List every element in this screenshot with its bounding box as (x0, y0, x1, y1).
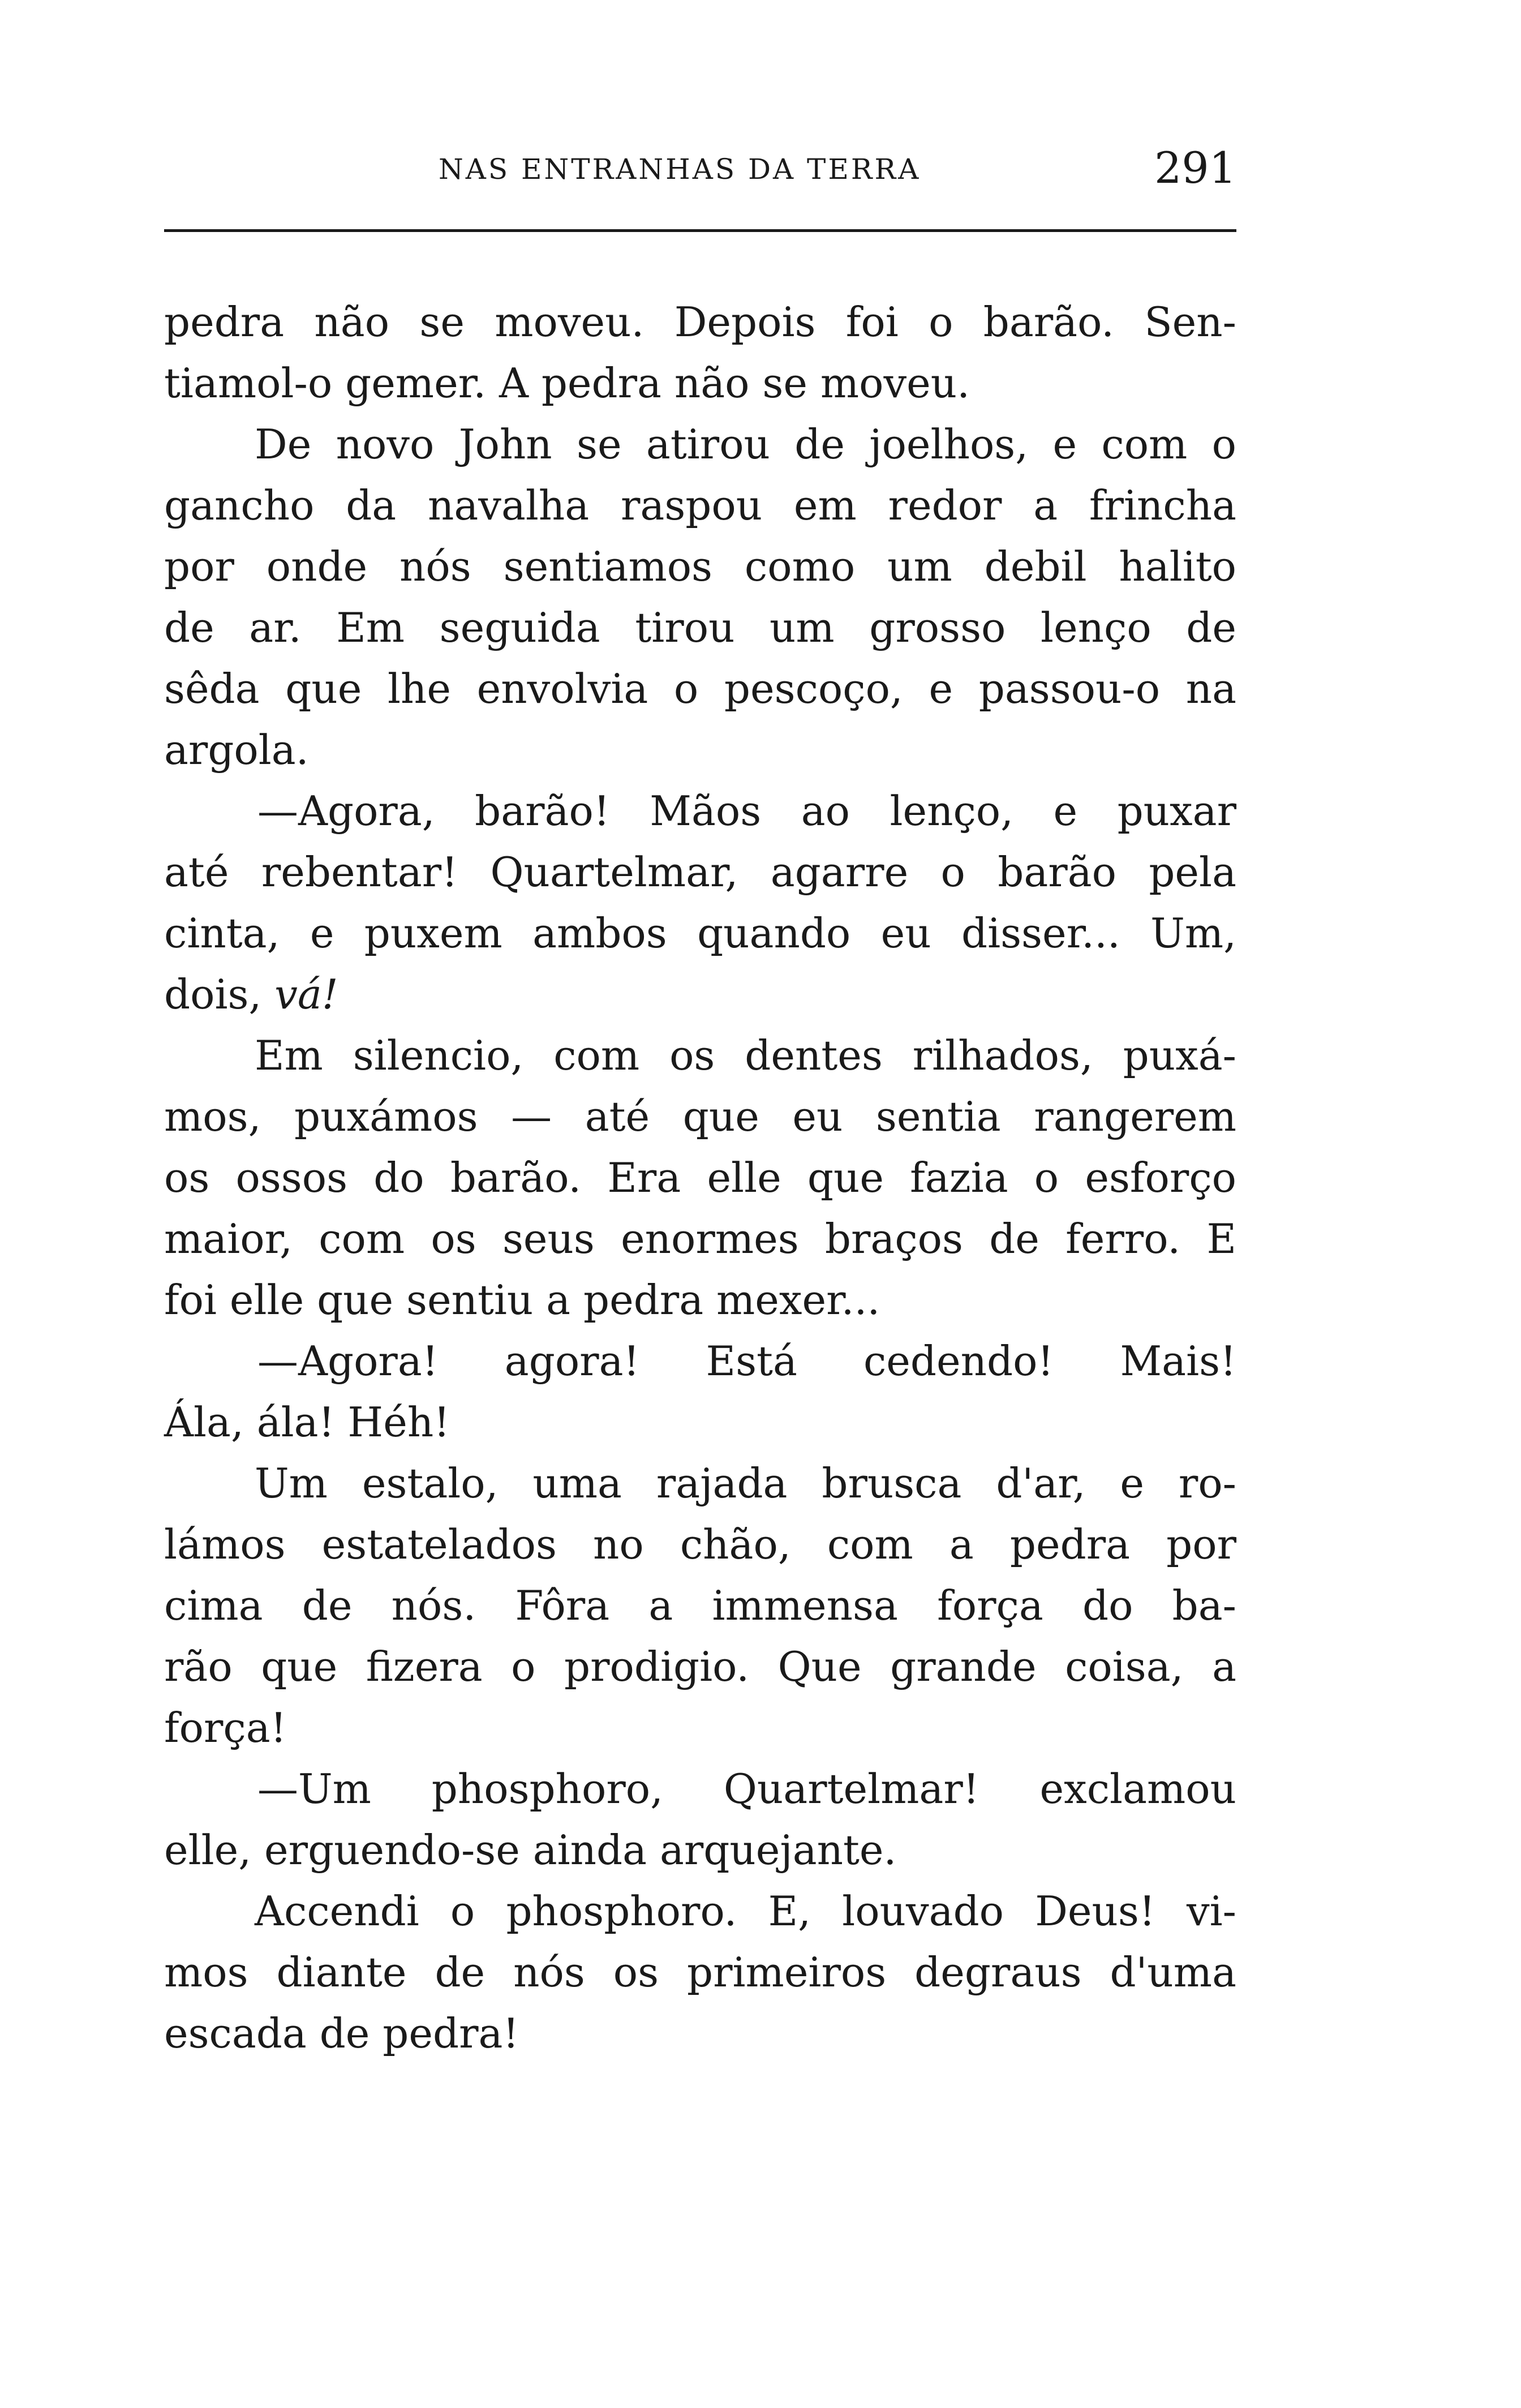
text-fragment: dois, (164, 971, 262, 1018)
text-line: gancho da navalha raspou em redor a frincha (164, 482, 1236, 529)
text-line: argola. (164, 726, 309, 774)
text-line: por onde nós sentiamos como um debil halito (164, 543, 1236, 590)
running-header (164, 143, 1236, 205)
text-line: lámos estatelados no chão, com a pedra por (164, 1521, 1236, 1568)
text-line: —Agora, barão! Mãos ao lenço, e puxar (257, 787, 1236, 835)
text-line: pedra não se moveu. Depois foi o barão. Sen- (164, 298, 1236, 346)
text-line: tiamol-o gemer. A pedra não se moveu. (164, 359, 970, 407)
text-line: elle, erguendo-se ainda arquejante. (164, 1826, 897, 1874)
text-line (164, 964, 1236, 1025)
italic-word: vá! (274, 971, 338, 1018)
text-line: mos diante de nós os primeiros degraus d'uma (164, 1948, 1236, 1996)
header-rule (164, 229, 1236, 232)
text-line: maior, com os seus enormes braços de ferro. E (164, 1215, 1236, 1263)
text-line: Ála, ála! Héh! (164, 1398, 450, 1446)
text-line: escada de pedra! (164, 2010, 519, 2057)
text-line: De novo John se atirou de joelhos, e com o (255, 420, 1236, 468)
text-line: até rebentar! Quartelmar, agarre o barão pela (164, 848, 1236, 896)
text-line: sêda que lhe envolvia o pescoço, e passou-o na (164, 665, 1236, 712)
running-title: NAS ENTRANHAS DA TERRA (439, 153, 921, 186)
text-line: foi elle que sentiu a pedra mexer... (164, 1276, 880, 1324)
text-line: os ossos do barão. Era elle que fazia o esforço (164, 1154, 1236, 1201)
text-line: —Agora! agora! Está cedendo! Mais! (257, 1337, 1236, 1385)
text-line: Em silencio, com os dentes rilhados, puxá- (255, 1032, 1236, 1079)
text-line: —Um phosphoro, Quartelmar! exclamou (257, 1765, 1236, 1813)
page-number: 291 (1154, 143, 1236, 193)
text-line: rão que fizera o prodigio. Que grande coisa, a (164, 1643, 1236, 1690)
text-line: mos, puxámos — até que eu sentia rangerem (164, 1093, 1236, 1140)
text-line: Um estalo, uma rajada brusca d'ar, e ro- (255, 1460, 1236, 1507)
text-line: cima de nós. Fôra a immensa força do ba- (164, 1582, 1236, 1629)
body-text (164, 291, 1236, 2064)
text-line: de ar. Em seguida tirou um grosso lenço de (164, 604, 1236, 651)
text-line: Accendi o phosphoro. E, louvado Deus! vi- (255, 1887, 1236, 1935)
text-line: cinta, e puxem ambos quando eu disser... Um, (164, 909, 1236, 957)
text-line: força! (164, 1704, 287, 1752)
